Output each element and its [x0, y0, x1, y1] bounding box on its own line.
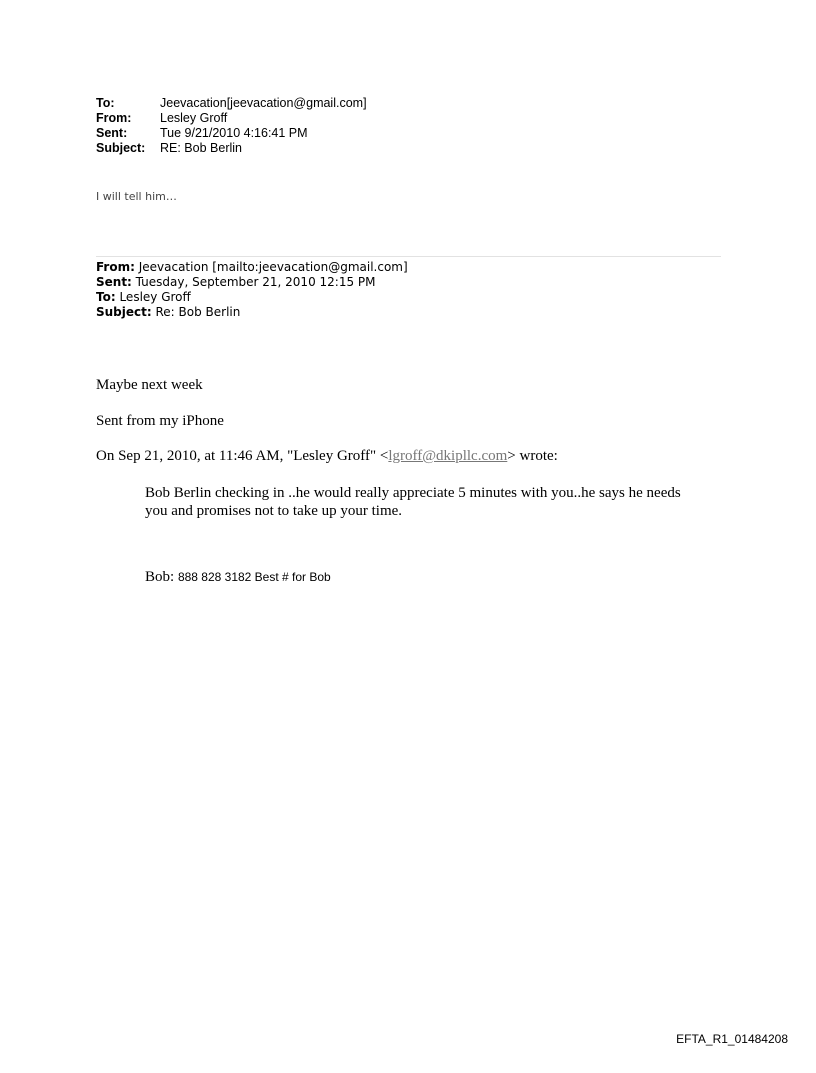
quote-attribution	[96, 447, 558, 465]
sent-value: Tue 9/21/2010 4:16:41 PM	[160, 126, 308, 140]
fwd-subject-value: Re: Bob Berlin	[151, 305, 241, 319]
fwd-from-label: From:	[96, 260, 135, 274]
fwd-from-row	[96, 260, 408, 275]
fwd-to-value: Lesley Groff	[115, 290, 191, 304]
quoted-message: Bob Berlin checking in ..he would really appreciate 5 minutes with you..he says he needs you and promises not to take up your time.	[145, 485, 681, 519]
header-subject-row	[96, 141, 367, 156]
bob-contact-line	[145, 568, 331, 586]
from-value: Lesley Groff	[160, 111, 228, 125]
bob-label: Bob:	[145, 569, 178, 585]
divider	[96, 256, 721, 257]
email-header	[96, 96, 367, 156]
attribution-suffix: > wrote:	[507, 448, 558, 464]
reply-text: I will tell him…	[96, 190, 177, 203]
fwd-sent-label: Sent:	[96, 275, 132, 289]
bob-number: 888 828 3182 Best # for Bob	[177, 570, 331, 584]
from-label: From:	[96, 111, 132, 125]
forwarded-header	[96, 260, 408, 320]
body-iphone-signature: Sent from my iPhone	[96, 413, 224, 429]
fwd-sent-row	[96, 275, 408, 290]
subject-label: Subject:	[96, 141, 146, 155]
fwd-subject-label: Subject:	[96, 305, 152, 319]
fwd-to-label: To:	[96, 290, 116, 304]
body-maybe: Maybe next week	[96, 377, 203, 393]
fwd-to-row	[96, 290, 408, 305]
fwd-sent-value: Tuesday, September 21, 2010 12:15 PM	[131, 275, 376, 289]
fwd-from-value: Jeevacation [mailto:jeevacation@gmail.com]	[134, 260, 408, 274]
to-value: Jeevacation[jeevacation@gmail.com]	[160, 96, 367, 110]
document-id: EFTA_R1_01484208	[676, 1032, 788, 1046]
attribution-prefix: On Sep 21, 2010, at 11:46 AM, "Lesley Groff" <	[96, 448, 389, 464]
to-label: To:	[96, 96, 115, 110]
sent-label: Sent:	[96, 126, 128, 140]
header-to-row	[96, 96, 367, 111]
subject-value: RE: Bob Berlin	[160, 141, 242, 155]
header-sent-row	[96, 126, 367, 141]
email-link[interactable]: lgroff@dkipllc.com	[388, 448, 508, 464]
header-from-row	[96, 111, 367, 126]
fwd-subject-row	[96, 305, 408, 320]
